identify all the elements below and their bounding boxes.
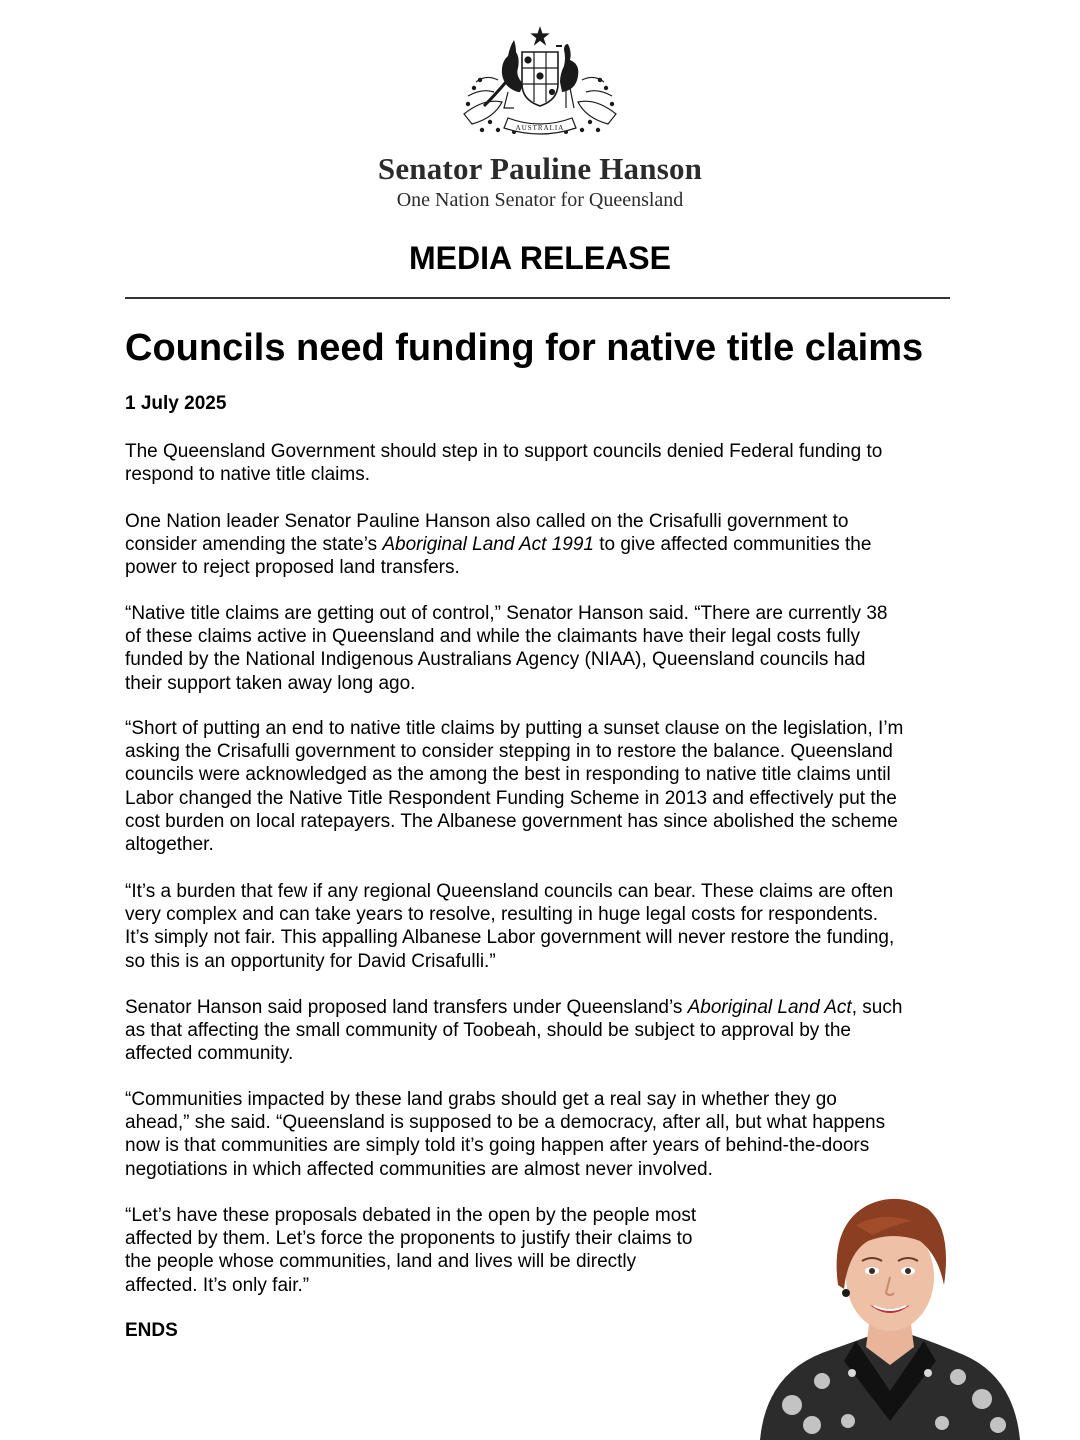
release-headline: Councils need funding for native title claims xyxy=(125,327,924,369)
body-text: to give affected communities the power to reject proposed land transfers. xyxy=(125,534,872,579)
body-paragraph xyxy=(125,880,955,973)
body-paragraph xyxy=(125,996,955,1066)
body-paragraph xyxy=(125,510,955,580)
body-line: “Short of putting an end to native title claims by putting a sunset clause on the legislation, I’m xyxy=(125,718,904,739)
body-line: “It’s a burden that few if any regional Queensland councils can bear. These claims are often xyxy=(125,881,894,902)
body-line: Labor changed the Native Title Respondent Funding Scheme in 2013 and effectively put the xyxy=(125,787,897,809)
release-date: 1 July 2025 xyxy=(125,393,227,414)
body-line: The Queensland Government should step in to support councils denied Federal funding to xyxy=(125,441,883,462)
body-line: “Native title claims are getting out of control,” Senator Hanson said. “There are currently 38 xyxy=(125,603,888,624)
body-paragraph xyxy=(125,1204,745,1297)
header-divider xyxy=(125,297,950,299)
body-line: ahead,” she said. “Queensland is supposed to be a democracy, after all, but what happens xyxy=(125,1112,886,1134)
act-name-italic: Aboriginal Land Act 1991 xyxy=(382,534,594,556)
ends-marker: ENDS xyxy=(125,1320,178,1341)
media-release-label: MEDIA RELEASE xyxy=(409,240,671,276)
body-line: “Communities impacted by these land grabs should get a real say in whether they go xyxy=(125,1089,837,1110)
body-line: councils were acknowledged as the among the best in responding to native title claims until xyxy=(125,764,891,786)
body-line: very complex and can take years to resolve, resulting in huge legal costs for respondents. xyxy=(125,904,879,926)
body-paragraph xyxy=(125,440,955,486)
senator-portrait-photo xyxy=(752,1185,1024,1440)
senator-subtitle: One Nation Senator for Queensland xyxy=(396,189,684,211)
coat-of-arms-logo xyxy=(454,22,626,150)
senator-name: Senator Pauline Hanson xyxy=(377,151,703,186)
body-line: asking the Crisafulli government to consider stepping in to restore the balance. Queensland xyxy=(125,741,893,763)
body-paragraph xyxy=(125,602,955,695)
body-line: “Let’s have these proposals debated in the open by the people most xyxy=(125,1205,697,1226)
body-text: Senator Hanson said proposed land transfers under Queensland’s xyxy=(125,997,688,1018)
body-paragraph xyxy=(125,1088,955,1181)
body-text: , such as that affecting the small community of Toobeah, should be subject to approval by the affected community. xyxy=(125,997,903,1065)
body-line: affected by them. Let’s force the proponents to justify their claims to xyxy=(125,1228,693,1250)
svg-text:AUSTRALIA: AUSTRALIA xyxy=(515,124,565,132)
body-line: cost burden on local ratepayers. The Albanese government has since abolished the scheme xyxy=(125,810,898,832)
body-line: their support taken away long ago. xyxy=(125,672,416,694)
body-line: the people whose communities, land and lives will be directly xyxy=(125,1251,637,1273)
body-line: funded by the National Indigenous Australians Agency (NIAA), Queensland councils had xyxy=(125,649,866,671)
act-name-italic: Aboriginal Land Act xyxy=(687,997,852,1018)
body-line: now is that communities are simply told it’s going happen after years of behind-the-doors xyxy=(125,1135,870,1157)
body-line: altogether. xyxy=(125,834,214,856)
body-line: so this is an opportunity for David Crisafulli.” xyxy=(125,950,496,972)
body-line: respond to native title claims. xyxy=(125,464,371,486)
body-text: One Nation leader Senator Pauline Hanson also called on the Crisafulli government to consider amending the state’s xyxy=(125,511,849,556)
body-line: of these claims active in Queensland and while the claimants have their legal costs fully xyxy=(125,626,861,648)
body-line: negotiations in which affected communities are almost never involved. xyxy=(125,1158,713,1180)
body-line: It’s simply not fair. This appalling Albanese Labor government will never restore the funding, xyxy=(125,927,895,949)
body-paragraph xyxy=(125,717,955,856)
body-line: affected. It’s only fair.” xyxy=(125,1274,310,1296)
